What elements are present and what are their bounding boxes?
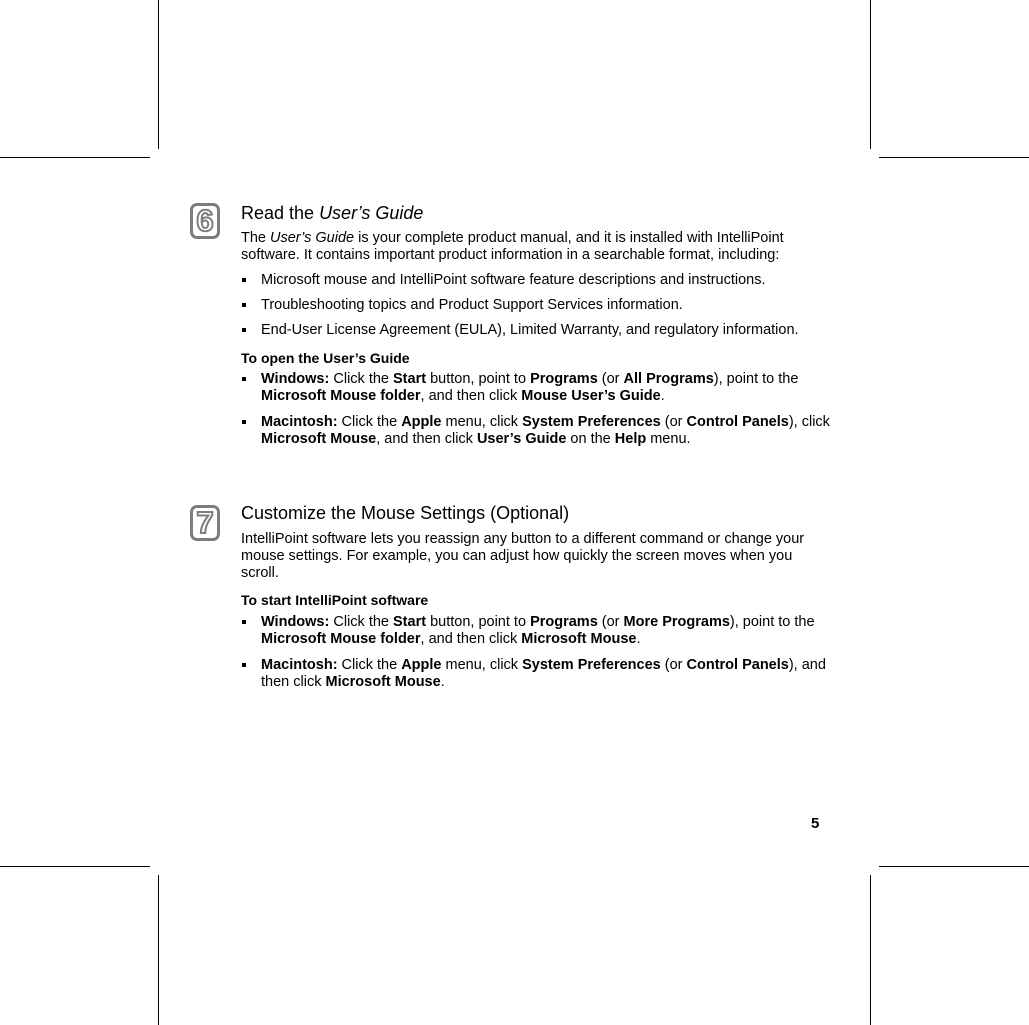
crop-mark xyxy=(0,866,150,867)
step-7-subheading: To start IntelliPoint software xyxy=(241,592,429,608)
feature-list xyxy=(241,272,831,339)
list-item-windows: Windows: Click the Start button, point to Programs (or More Programs), point to the Microsoft Mouse folder, and then click Microsoft Mouse. xyxy=(241,614,831,648)
step-7-number-icon xyxy=(190,505,220,541)
list-item-macintosh: Macintosh: Click the Apple menu, click System Preferences (or Control Panels), and then click Microsoft Mouse. xyxy=(241,657,831,691)
instruction-list xyxy=(241,371,831,448)
step-number: 7 xyxy=(196,505,214,540)
list-item: End-User License Agreement (EULA), Limited Warranty, and regulatory information. xyxy=(241,322,831,339)
step-6-heading: Read the User’s Guide xyxy=(241,203,424,223)
crop-mark xyxy=(870,0,871,149)
crop-mark xyxy=(879,157,1029,158)
crop-mark xyxy=(158,0,159,149)
list-item: Troubleshooting topics and Product Support Services information. xyxy=(241,297,831,314)
instruction-list xyxy=(241,614,831,691)
step-6-subheading: To open the User’s Guide xyxy=(241,350,410,366)
step-6-intro: The User’s Guide is your complete product manual, and it is installed with IntelliPoint software. It contains important product information in a searchable format, including: xyxy=(241,230,784,263)
list-item: Microsoft mouse and IntelliPoint software feature descriptions and instructions. xyxy=(241,272,831,289)
step-7-section xyxy=(241,502,831,691)
list-item-windows: Windows: Click the Start button, point to Programs (or All Programs), point to the Microsoft Mouse folder, and then click Mouse User’s Guide. xyxy=(241,371,831,405)
crop-mark xyxy=(158,875,159,1025)
step-6-number-icon xyxy=(190,203,220,239)
crop-mark xyxy=(0,157,150,158)
crop-mark xyxy=(870,875,871,1025)
crop-mark xyxy=(879,866,1029,867)
list-item-macintosh: Macintosh: Click the Apple menu, click System Preferences (or Control Panels), click Microsoft Mouse, and then click User’s Guide on the Help menu. xyxy=(241,414,831,448)
step-7-intro: IntelliPoint software lets you reassign any button to a different command or change your mouse settings. For example, you can adjust how quickly the screen moves when you scroll. xyxy=(241,531,805,581)
page-number: 5 xyxy=(811,815,820,832)
step-number: 6 xyxy=(196,203,214,238)
step-6-section xyxy=(241,202,831,448)
step-7-heading: Customize the Mouse Settings (Optional) xyxy=(241,503,570,523)
